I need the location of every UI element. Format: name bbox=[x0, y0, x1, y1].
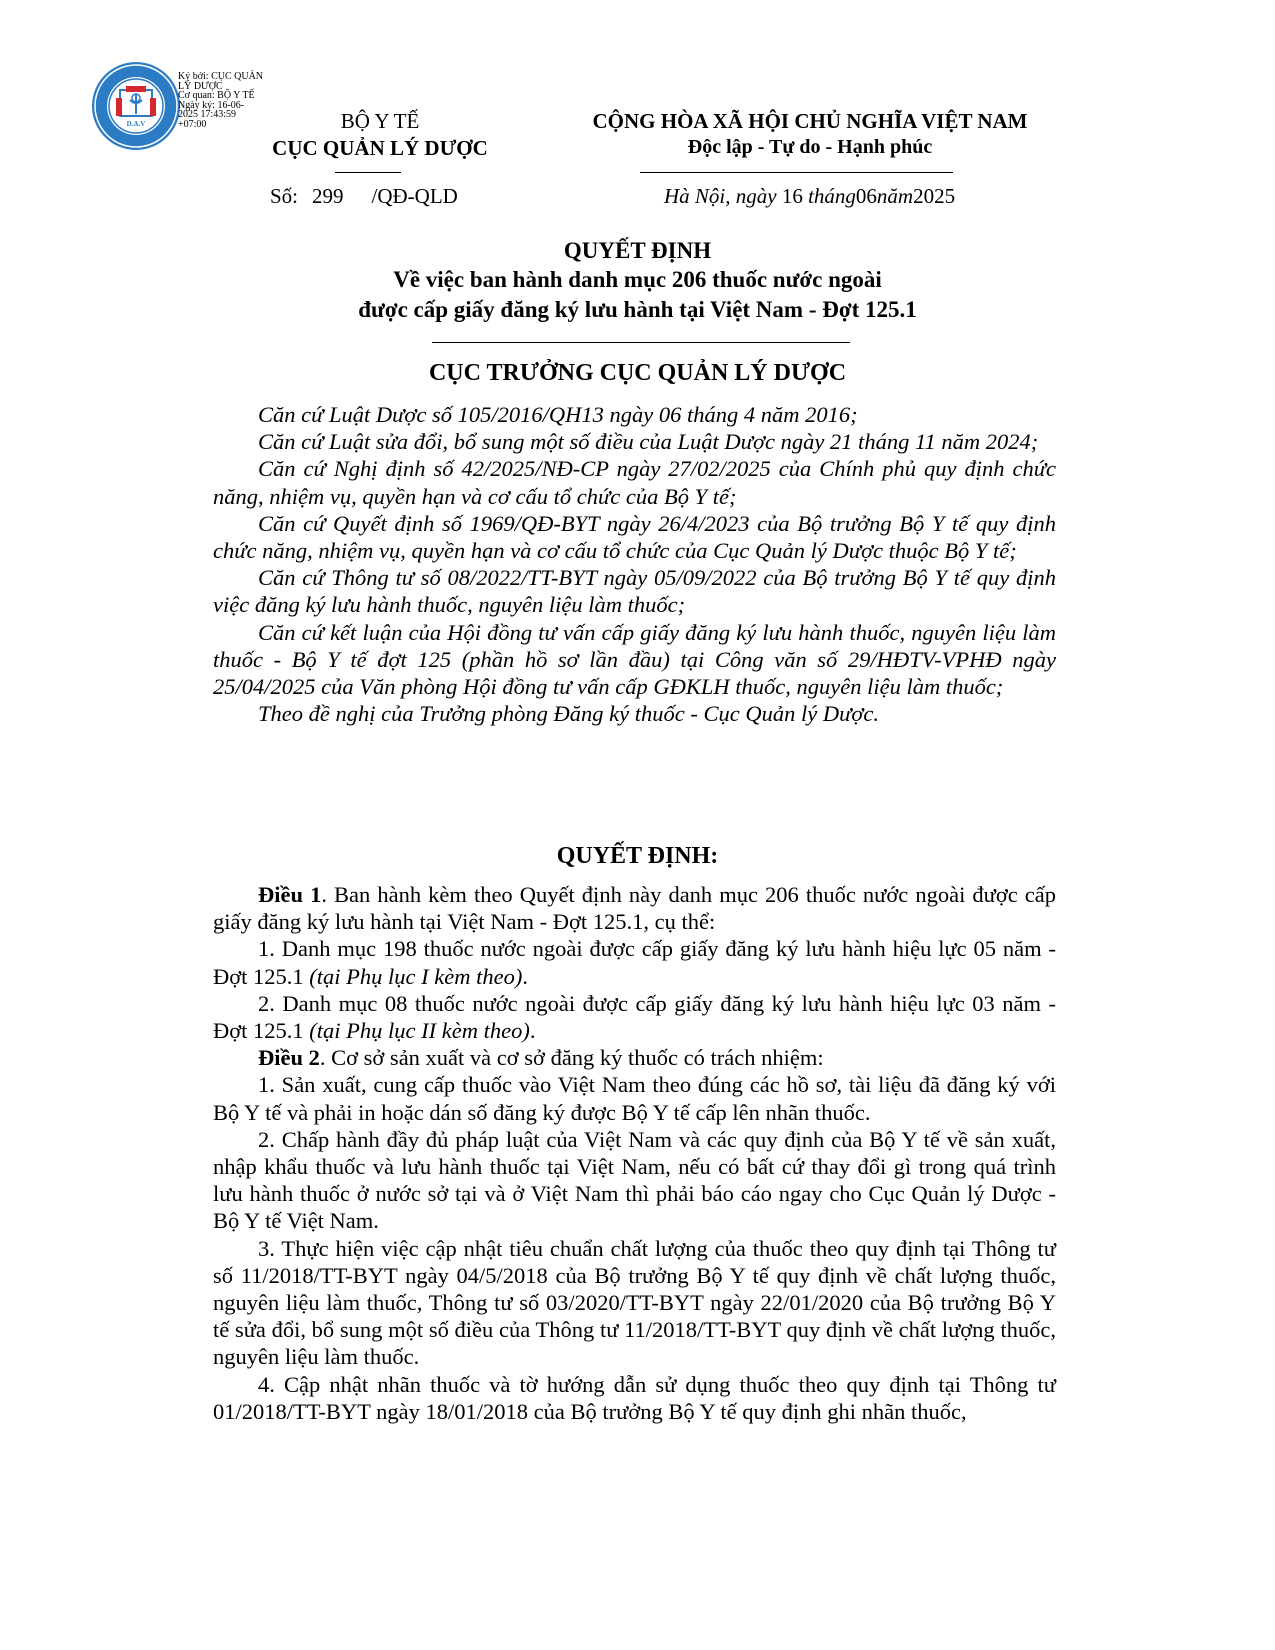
document-number bbox=[270, 184, 458, 209]
signature-line: +07:00 bbox=[178, 118, 207, 130]
header-left-rule bbox=[335, 172, 401, 173]
ministry-name: BỘ Y TẾ bbox=[340, 109, 420, 133]
article-1-text: . Ban hành kèm theo Quyết định này danh mục 206 thuốc nước ngoài được cấp giấy đăng ký lưu hành tại Việt Nam - Đợt 125.1, cụ thể: bbox=[213, 882, 1057, 935]
item-period: . bbox=[529, 1018, 536, 1044]
appendix-reference: (tại Phụ lục I kèm theo) bbox=[309, 963, 523, 989]
legal-basis: Căn cứ kết luận của Hội đồng tư vấn cấp giấy đăng ký lưu hành thuốc, nguyên liệu làm thuốc - Bộ Y tế đợt 125 (phần hồ sơ lần đầu) tại Công văn số 29/HĐTV-VPHĐ ngày 25/04/2025 của Văn phòng Hội đồng tư vấn cấp GĐKLH thuốc, nguyên liệu làm thuốc; bbox=[213, 619, 1056, 700]
legal-basis: Căn cứ Nghị định số 42/2025/NĐ-CP ngày 27/02/2025 của Chính phủ quy định chức năng, nhiệm vụ, quyền hạn và cơ cấu tổ chức của Bộ Y tế; bbox=[213, 456, 1056, 509]
article-2-item: 3. Thực hiện việc cập nhật tiêu chuẩn chất lượng của thuốc theo quy định tại Thông tư số 11/2018/TT-BYT ngày 04/5/2018 của Bộ trưởng Bộ Y tế quy định về chất lượng thuốc, nguyên liệu làm thuốc, Thông tư số 03/2020/TT-BYT ngày 22/01/2020 của Bộ trưởng Bộ Y tế sửa đổi, bổ sung một số điều của Thông tư 11/2018/TT-BYT quy định về chất lượng thuốc, nguyên liệu làm thuốc. bbox=[213, 1235, 1056, 1370]
date-year-label: năm bbox=[876, 184, 914, 208]
legal-basis: Căn cứ Thông tư số 08/2022/TT-BYT ngày 05/09/2022 của Bộ trưởng Bộ Y tế quy định việc đăng ký lưu hành thuốc, nguyên liệu làm thuốc; bbox=[213, 565, 1056, 618]
item-text: 1. Danh mục 198 thuốc nước ngoài được cấp giấy đăng ký lưu hành hiệu lực 05 năm - Đợt 125.1 bbox=[213, 936, 1056, 989]
date-month-label: tháng bbox=[808, 184, 856, 208]
preamble bbox=[213, 401, 1056, 727]
national-motto: Độc lập - Tự do - Hạnh phúc bbox=[687, 136, 933, 158]
legal-basis: Căn cứ Luật Dược số 105/2016/QH13 ngày 06 tháng 4 năm 2016; bbox=[258, 402, 858, 427]
article-2-item: 2. Chấp hành đầy đủ pháp luật của Việt Nam và các quy định của Bộ Y tế về sản xuất, nhập khẩu thuốc và lưu hành thuốc tại Việt Nam, nếu có bất cứ thay đổi gì trong quá trình lưu hành thuốc ở nước sở tại và ở Việt Nam thì phải báo cáo ngay cho Cục Quản lý Dược - Bộ Y tế Việt Nam. bbox=[213, 1126, 1056, 1234]
item-text: 2. Danh mục 08 thuốc nước ngoài được cấp giấy đăng ký lưu hành hiệu lực 03 năm - Đợt 125.1 bbox=[213, 990, 1056, 1044]
article-1-item-2 bbox=[213, 990, 1056, 1044]
date-day: 16 bbox=[781, 184, 803, 208]
item-period: . bbox=[522, 963, 528, 989]
header-right-rule bbox=[640, 172, 953, 173]
article-2-label: Điều 2 bbox=[258, 1045, 320, 1071]
document-title: QUYẾT ĐỊNH bbox=[563, 238, 712, 263]
proposal-basis: Theo đề nghị của Trưởng phòng Đăng ký thuốc - Cục Quản lý Dược. bbox=[258, 701, 879, 727]
article-1-label: Điều 1 bbox=[258, 882, 322, 907]
number-label: Số: bbox=[270, 184, 299, 208]
number-value: 299 bbox=[312, 184, 344, 208]
date-year: 2025 bbox=[913, 184, 956, 208]
decision-heading: QUYẾT ĐỊNH: bbox=[556, 843, 719, 869]
article-2-text: . Cơ sở sản xuất và cơ sở đăng ký thuốc có trách nhiệm: bbox=[319, 1045, 824, 1071]
signature-line: LÝ DƯỢC bbox=[178, 80, 223, 92]
issuing-authority: CỤC TRƯỞNG CỤC QUẢN LÝ DƯỢC bbox=[428, 360, 847, 386]
article-1-item-1 bbox=[213, 935, 1056, 989]
title-rule bbox=[432, 342, 850, 343]
date-month: 06 bbox=[855, 184, 877, 208]
legal-basis: Căn cứ Luật sửa đổi, bổ sung một số điều của Luật Dược ngày 21 tháng 11 năm 2024; bbox=[258, 429, 1039, 455]
document-subject-line2: được cấp giấy đăng ký lưu hành tại Việt Nam - Đợt 125.1 bbox=[358, 297, 917, 322]
articles bbox=[213, 881, 1056, 1425]
place-and-date bbox=[664, 184, 955, 209]
signature-line: Ngày ký: 16-06- bbox=[178, 99, 245, 111]
agency-name: CỤC QUẢN LÝ DƯỢC bbox=[272, 136, 488, 160]
agency-seal-logo bbox=[90, 60, 182, 152]
country-name: CỘNG HÒA XÃ HỘI CHỦ NGHĨA VIỆT NAM bbox=[592, 109, 1028, 133]
legal-basis: Căn cứ Quyết định số 1969/QĐ-BYT ngày 26/4/2023 của Bộ trưởng Bộ Y tế quy định chức năng, nhiệm vụ, quyền hạn và cơ cấu tổ chức của Cục Quản lý Dược thuộc Bộ Y tế; bbox=[213, 510, 1056, 564]
signature-line: 2025 17:43:59 bbox=[178, 109, 237, 120]
seal-abbr: D.A.V bbox=[126, 120, 146, 128]
appendix-reference: (tại Phụ lục II kèm theo) bbox=[309, 1018, 530, 1044]
signature-line: Cơ quan: BỘ Y TẾ bbox=[178, 90, 255, 101]
drug-administration-seal-icon bbox=[90, 60, 182, 152]
article-2-item: 1. Sản xuất, cung cấp thuốc vào Việt Nam theo đúng các hồ sơ, tài liệu đã đăng ký với Bộ Y tế và phải in hoặc dán số đăng ký được Bộ Y tế cấp lên nhãn thuốc. bbox=[213, 1072, 1056, 1125]
article-2-item: 4. Cập nhật nhãn thuốc và tờ hướng dẫn sử dụng thuốc theo quy định tại Thông tư 01/2018/TT-BYT ngày 18/01/2018 của Bộ trưởng Bộ Y tế quy định ghi nhãn thuốc, bbox=[213, 1371, 1056, 1424]
signature-line: Ký bởi: CỤC QUẢN bbox=[178, 71, 264, 82]
article-2 bbox=[213, 1044, 1056, 1071]
document-subject-line1: Về việc ban hành danh mục 206 thuốc nước ngoài bbox=[393, 267, 882, 292]
number-suffix: /QĐ-QLD bbox=[371, 184, 458, 208]
date-prefix: Hà Nội, ngày bbox=[664, 184, 777, 208]
article-1 bbox=[213, 881, 1056, 935]
